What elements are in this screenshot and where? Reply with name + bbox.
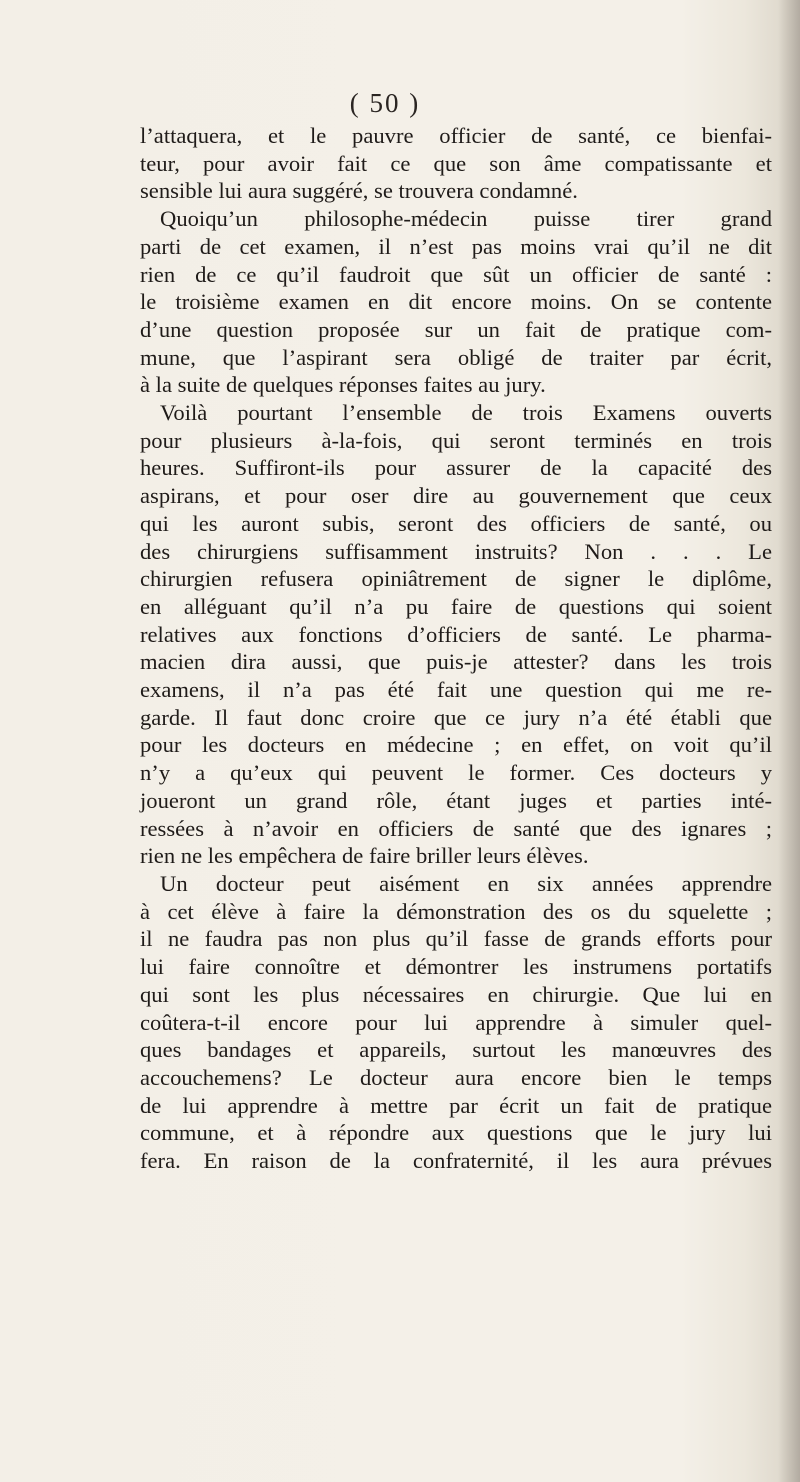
text-line: ques bandages et appareils, surtout les manœuvres des: [140, 1037, 772, 1063]
text-line: qui les auront subis, seront des officiers de santé, ou: [140, 510, 772, 536]
text-line: heures. Suffiront-ils pour assurer de la capacité des: [140, 455, 772, 481]
text-line: mune, que l’aspirant sera obligé de traiter par écrit,: [140, 344, 772, 370]
body-text: [140, 122, 772, 1175]
text-line: rien ne les empêchera de faire briller leurs élèves.: [140, 843, 589, 869]
text-line: joueront un grand rôle, étant juges et parties inté-: [140, 787, 772, 813]
text-line: parti de cet examen, il n’est pas moins vrai qu’il ne dit: [140, 233, 772, 259]
text-line: chirurgien refusera opiniâtrement de signer le diplôme,: [140, 566, 772, 592]
text-line: Quoiqu’un philosophe-médecin puisse tirer grand: [160, 206, 772, 232]
text-line: aspirans, et pour oser dire au gouvernement que ceux: [140, 483, 772, 509]
text-line: qui sont les plus nécessaires en chirurgie. Que lui en: [140, 981, 772, 1007]
text-line: teur, pour avoir fait ce que son âme compatissante et: [140, 150, 772, 176]
text-line: pour les docteurs en médecine ; en effet, on voit qu’il: [140, 732, 772, 758]
page-edge-shadow: [778, 0, 800, 1482]
text-line: examens, il n’a pas été fait une question qui me re-: [140, 677, 772, 703]
text-line: le troisième examen en dit encore moins. On se contente: [140, 289, 772, 315]
page-number: ( 50 ): [349, 88, 421, 118]
text-line: pour plusieurs à-la-fois, qui seront terminés en trois: [140, 427, 772, 453]
text-line: Voilà pourtant l’ensemble de trois Examens ouverts: [160, 400, 772, 426]
text-line: l’attaquera, et le pauvre officier de santé, ce bienfai-: [140, 123, 772, 148]
text-line: des chirurgiens suffisamment instruits? Non . . . Le: [140, 538, 772, 564]
text-line: commune, et à répondre aux questions que le jury lui: [140, 1120, 772, 1146]
text-line: à la suite de quelques réponses faites au jury.: [140, 372, 546, 398]
text-line: fera. En raison de la confraternité, il les aura prévues: [140, 1148, 772, 1174]
text-line: en alléguant qu’il n’a pu faire de questions qui soient: [140, 593, 772, 619]
text-line: à cet élève à faire la démonstration des os du squelette ;: [140, 898, 772, 924]
text-line: il ne faudra pas non plus qu’il fasse de grands efforts pour: [140, 926, 772, 952]
text-line: lui faire connoître et démontrer les instrumens portatifs: [140, 954, 772, 980]
text-line: accouchemens? Le docteur aura encore bien le temps: [140, 1064, 772, 1090]
text-line: relatives aux fonctions d’officiers de santé. Le pharma-: [140, 621, 772, 647]
text-line: macien dira aussi, que puis-je attester? dans les trois: [140, 649, 772, 675]
text-line: de lui apprendre à mettre par écrit un fait de pratique: [140, 1092, 772, 1118]
text-line: Un docteur peut aisément en six années apprendre: [160, 870, 772, 896]
text-line: rien de ce qu’il faudroit que sût un officier de santé :: [140, 261, 772, 287]
text-line: d’une question proposée sur un fait de pratique com-: [140, 316, 772, 342]
text-line: garde. Il faut donc croire que ce jury n’a été établi que: [140, 704, 772, 730]
text-line: ressées à n’avoir en officiers de santé que des ignares ;: [140, 815, 772, 841]
text-line: coûtera-t-il encore pour lui apprendre à simuler quel-: [140, 1009, 772, 1035]
text-line: sensible lui aura suggéré, se trouvera condamné.: [140, 178, 578, 204]
text-line: n’y a qu’eux qui peuvent le former. Ces docteurs y: [140, 760, 772, 786]
